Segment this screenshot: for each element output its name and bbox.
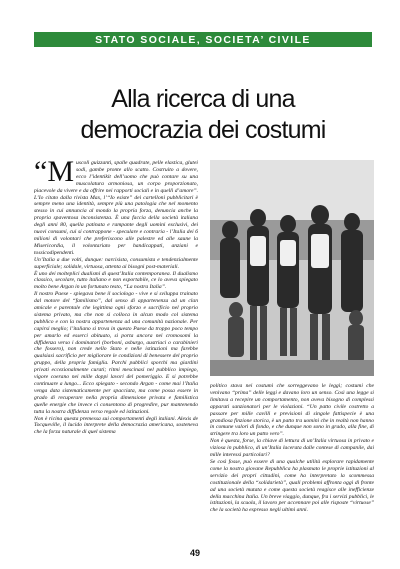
article-paragraph: Se così fosse, può essere di una qualche utilità esplorare rapidamente come la nostra giovane Repubblica ha plasmato le proprie istituzioni al servizio dei propri cittadini, come ha interpretato la scommessa costituzionale della “solidarietà”, quali problemi affronta oggi di fronte ad una società mutata e come questa società reagisce alle inefficienze della macchina Italia. Un breve viaggio, dunque, fra i servizi pubblici, le istituzioni, la scuola, il lavoro per accennare poi alle risposte “virtuose” che la società ha espresso negli ultimi anni. — [210, 458, 374, 514]
article-paragraph: Non è ricina questa premessa sui comportamenti degli italiani. Alexis de Tocqueville, il lucido interprete della democrazia americana, sosteneva che la forza naturale di quel sistema — [34, 415, 198, 436]
article-left-column — [34, 160, 198, 540]
article-paragraph: Il nostro Paese - spiegava bene il sociologo - vive e si sviluppa trainato dal motore del “familismo”, dal senso di appartenenza ad un clan amicale e parentale che legittima ogni sforzo e sacrificio nel proprio sistema privato, ma che non si colloca in alcun modo col sistema pubblico e con la nostra appartenenza ad una comunità nazionale. Per capirsi meglio; l’italiano si trova in questo Paese da troppo poco tempo per amarlo ed esserci abituato, si porta ancora nei cromosomi la diffidenza verso i dominatori (borboni, asburgo, austriaci o carabinieri che fossero), non crede nello Stato e nelle istituzioni ma farebbe qualsiasi sacrificio per migliorare le condizioni di benessere del proprio gruppo, della propria famiglia. Parchi pubblici sporchi ma giardini privati eccezionalmente curati; ritmi mescinasi nel pubblico impiego, vigore coerano nei mille doppi lavori del pomeriggio. E si potrebbe continuare a lungo... Ecco spiegato - secondo Argan - come mai l’Italia venga data sistematicamente per spacciata, ma come possa essere in grado di recuperare nella propria dimensione privata e familistica quelle energie che invece ci consentono di progredire, pur mantenendo tutta la nostra diffidenza verso regole ed istituzioni. — [34, 291, 198, 415]
article-right-column — [210, 383, 374, 541]
article-paragraph — [34, 160, 198, 257]
drop-cap: “M — [34, 160, 74, 188]
section-banner — [34, 32, 372, 47]
title-line-2: democrazia dei costumi — [80, 116, 326, 144]
article-paragraph: Non è questa, forse, la chiave di lettura di un’Italia virtuosa in privato e viziosa in pubblico, di un’Italia lacerata dalle contese di campanile, dai mille interessi particolari? — [210, 438, 374, 459]
article-paragraph: politico stava nei costumi che sorreggevano le leggi; costumi che venivano “prima” delle leggi e davano loro un senso. Così una legge si limitava a recepire un comportamento, non aveva bisogno di complessi apparati sanzionatori per le violazioni. “Un patto civile costretto a passare per mille cavilli e previsioni di singole fattispecie è una grandiosa finzione storica, è un patto tra uomini che in realtà non hanno in comune valori di fondo, e che dunque non sono in grado, alla fine, di stringere tra loro un patto vero”. — [210, 383, 374, 438]
article-title — [34, 84, 372, 146]
section-label: STATO SOCIALE, SOCIETA’ CIVILE — [95, 33, 311, 46]
title-line-1: Alla ricerca di una — [111, 85, 295, 113]
article-paragraph: È uno dei molteplici dualismi di quest’Italia contemporanea. Il dualismo classico, secolare, tutto italiano e non esportabile, ce lo aveva spiegato molto bene Argan in un fortunato testo, “La nostra Italia”. — [34, 270, 198, 291]
page-number: 49 — [190, 548, 201, 558]
crowd-photo — [210, 160, 374, 376]
paragraph-text: uscoli guizzanti, spalle quadrate, pelle elastica, glutei sodi, gambe pronte allo scatto. Costruito a dovere, ecco l’identikit dell’uomo che può contare su una muscolatura armoniosa, un corpo proporzionato, piacevole da vivere e da offrire nei rapporti sociali e in quelli d’amore”. L’Io citato dalla rivista Max, l’“Io esiste” dei cartelloni pubblicitari è sempre meno una identità, sempre più una patologia che nel momento stesso in cui annuncia al mondo la propria forza, denuncia anche la propria spaventosa inconsistenza. È una faccia della società italiana degli anni 80, quella patinata e rampante degli uomini esclusivi, dei nuovi consumi, cui si contrappone - speculare e contraria - l’Italia dei 6 milioni di volontari che preferiscono alle palestre ed alle saune la Misericordia, il volontariato per handicappati, anziani e tossicodipendenti. — [34, 160, 198, 256]
article-paragraph: Un’Italia a due volti, dunque: narcisista, consumista e tendenzialmente superficiale; solidale, virtuosa, attenta ai bisogni post-materiali. — [34, 256, 198, 270]
